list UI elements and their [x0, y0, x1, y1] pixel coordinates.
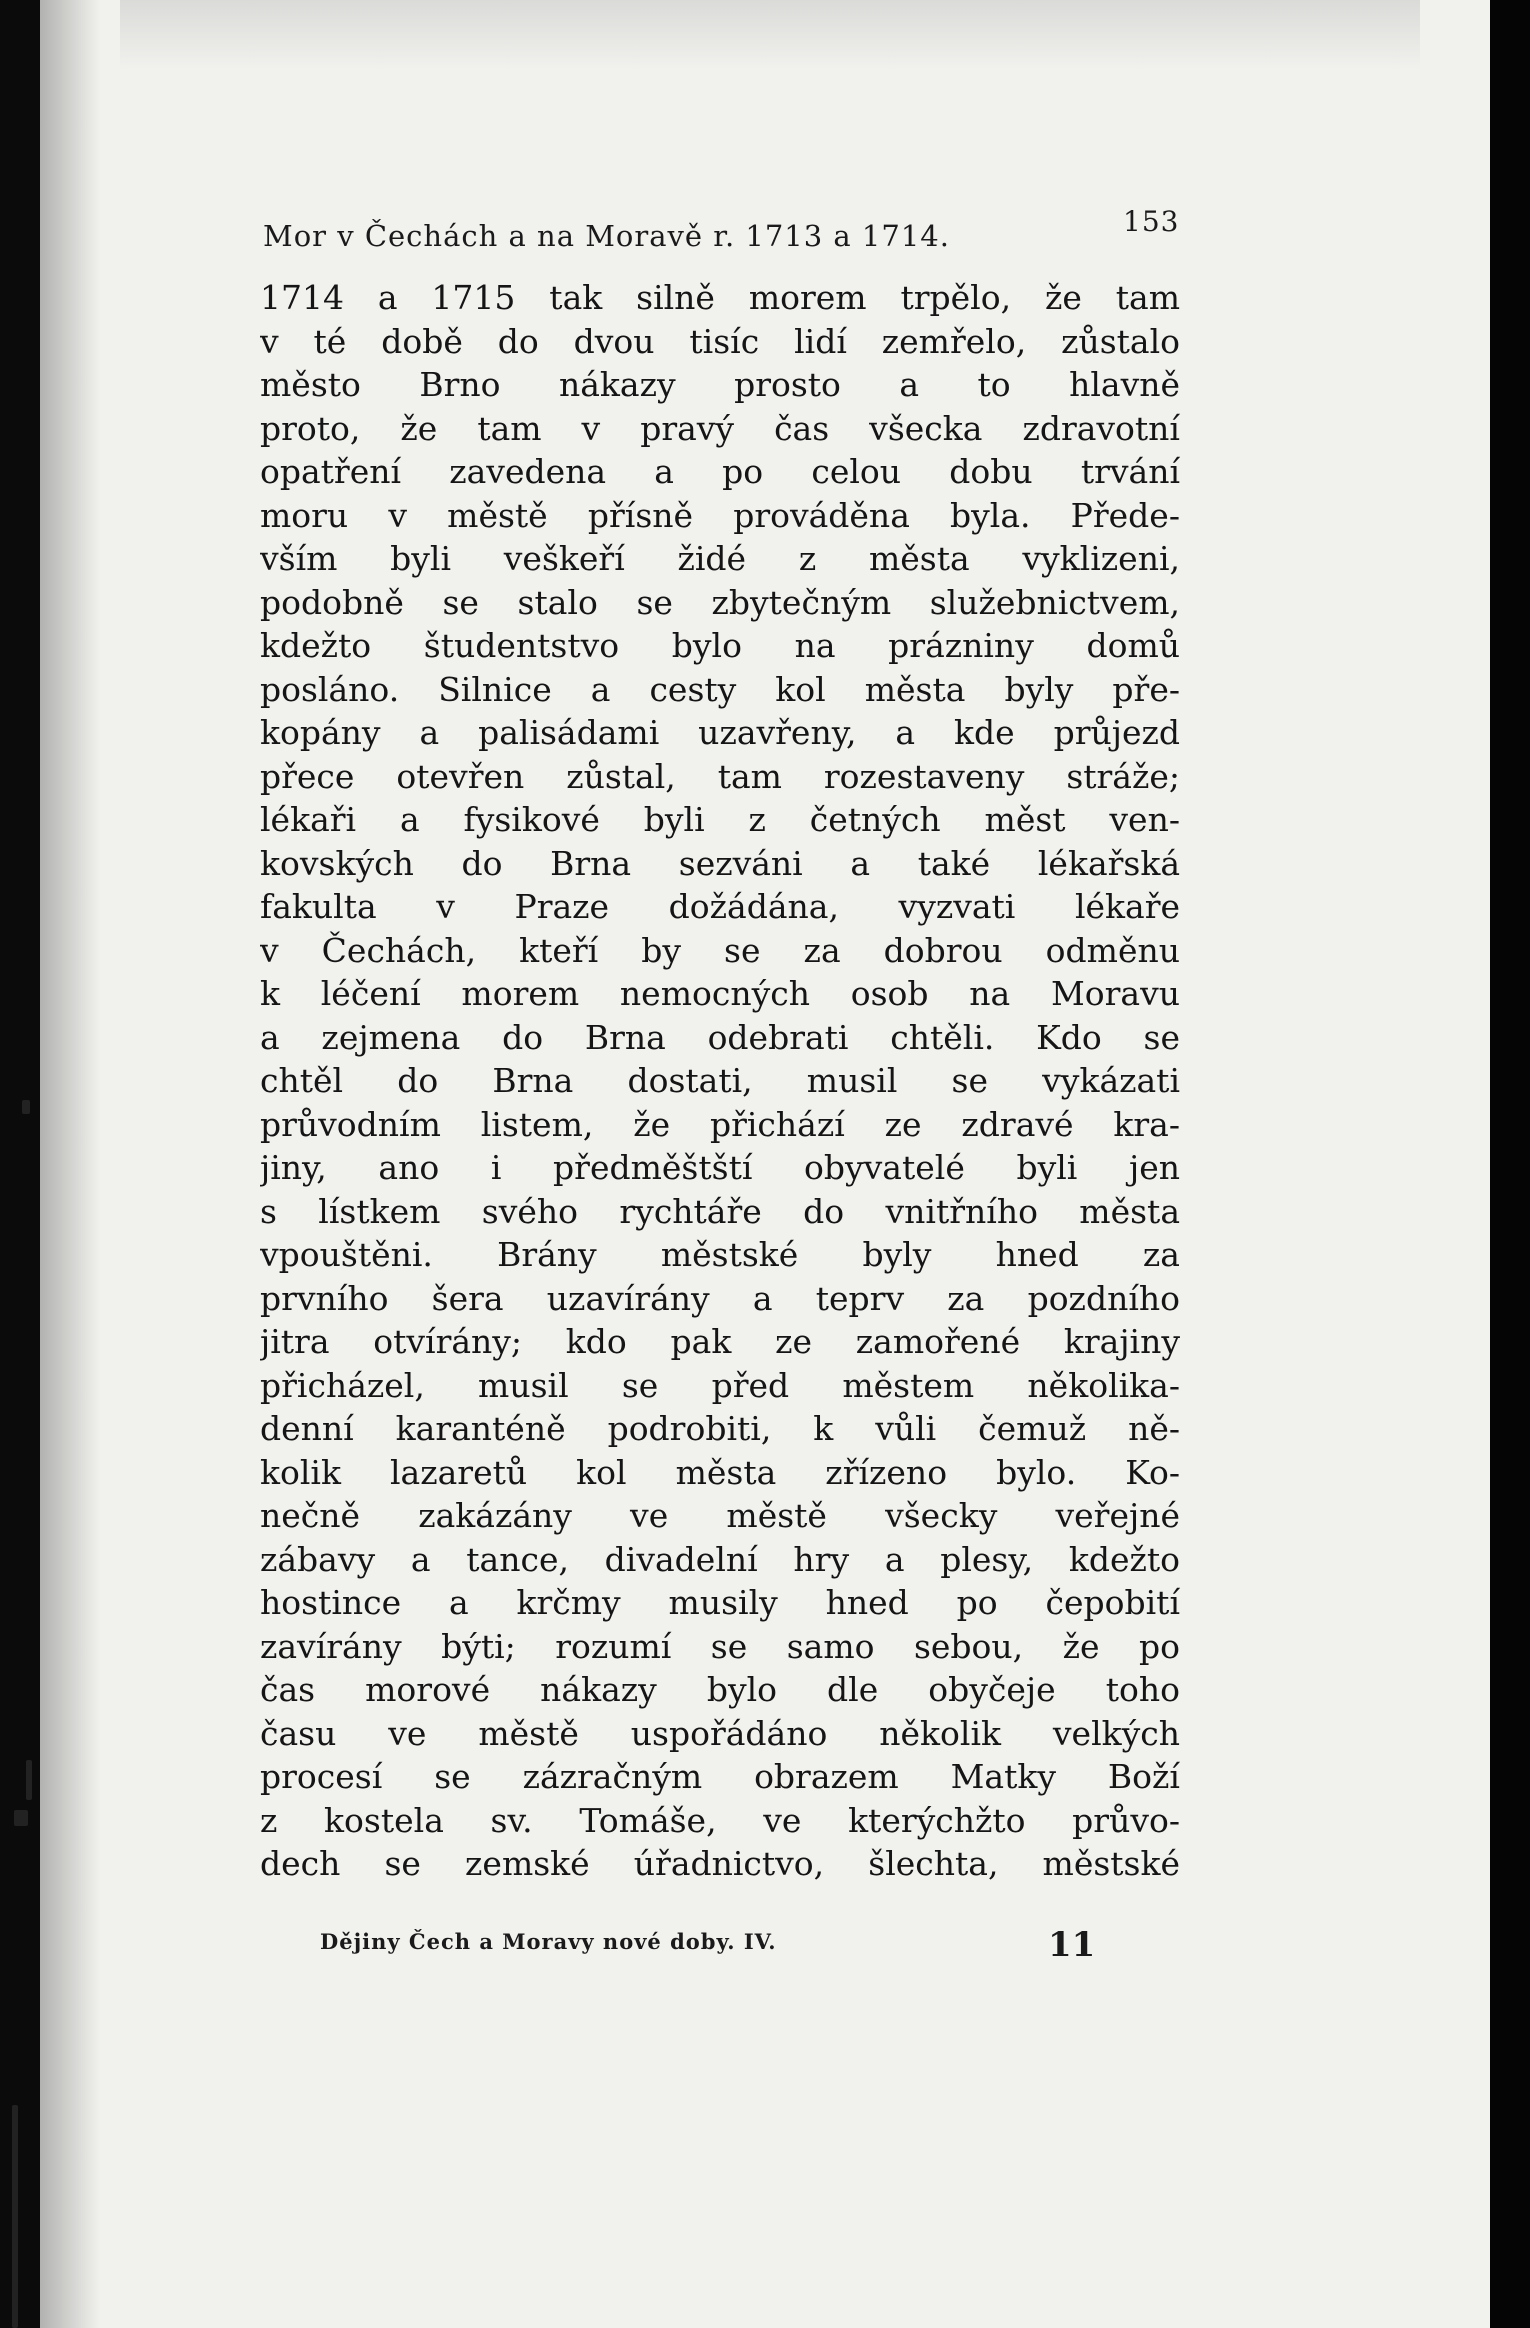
text-line: průvodním listem, že přichází ze zdravé kra- [260, 1104, 1180, 1144]
margin-speck [12, 2105, 18, 2328]
text-line: kovských do Brna sezváni a také lékařská [260, 843, 1180, 883]
text-line: čas morové nákazy bylo dle obyčeje toho [260, 1670, 1180, 1709]
left-page-shadow [40, 0, 100, 2328]
page-number: 153 [1123, 205, 1180, 238]
text-line: lékaři a fysikové byli z četných měst ven- [260, 800, 1180, 839]
printer-signature: Dějiny Čech a Moravy nové doby. IV. [320, 1929, 777, 1954]
text-line: denní karanténě podrobiti, k vůli čemuž ně- [260, 1409, 1180, 1448]
text-line: opatření zavedena a po celou dobu trvání [260, 452, 1180, 491]
margin-speck [22, 1100, 30, 1114]
text-line: 1714 a 1715 tak silně morem trpělo, že tam [260, 278, 1180, 317]
text-line: zavírány býti; rozumí se samo sebou, že po [260, 1626, 1180, 1666]
text-line: nečně zakázány ve městě všecky veřejné [260, 1496, 1180, 1535]
margin-speck [26, 1760, 32, 1800]
right-dark-edge [1490, 0, 1530, 2328]
text-line: kdežto študentstvo bylo na prázniny domů [260, 626, 1180, 665]
text-line: vpouštěni. Brány městské byly hned za [260, 1235, 1180, 1274]
text-line: z kostela sv. Tomáše, ve kterýchžto průvo- [260, 1800, 1180, 1840]
body-text [260, 276, 1180, 1886]
text-line: proto, že tam v pravý čas všecka zdravotní [260, 408, 1180, 448]
text-line: kopány a palisádami uzavřeny, a kde průjezd [260, 713, 1180, 752]
text-line: chtěl do Brna dostati, musil se vykázati [260, 1061, 1180, 1100]
text-line: zábavy a tance, divadelní hry a plesy, kdežto [260, 1539, 1180, 1579]
text-line: přece otevřen zůstal, tam rozestaveny stráže; [260, 756, 1180, 796]
text-line: přicházel, musil se před městem několika- [260, 1365, 1180, 1405]
text-line: prvního šera uzavírány a teprv za pozdního [260, 1278, 1180, 1318]
text-line: moru v městě přísně prováděna byla. Přede- [260, 495, 1180, 535]
text-line: jitra otvírány; kdo pak ze zamořené krajiny [260, 1322, 1180, 1361]
running-title: Mor v Čechách a na Moravě r. 1713 a 1714. [263, 219, 950, 253]
text-line: času ve městě uspořádáno několik velkých [260, 1713, 1180, 1753]
text-line: procesí se zázračným obrazem Matky Boží [260, 1757, 1180, 1796]
text-line: k léčení morem nemocných osob na Moravu [260, 974, 1180, 1013]
text-line: a zejmena do Brna odebrati chtěli. Kdo se [260, 1017, 1180, 1057]
top-edge-smudge [120, 0, 1420, 70]
text-line: město Brno nákazy prosto a to hlavně [260, 365, 1180, 404]
text-line: posláno. Silnice a cesty kol města byly pře- [260, 669, 1180, 709]
text-line: fakulta v Praze dožádána, vyzvati lékaře [260, 887, 1180, 926]
text-line: dech se zemské úřadnictvo, šlechta, městské [260, 1844, 1180, 1883]
signature-mark: 11 [1048, 1925, 1096, 1965]
text-line: vším byli veškeří židé z města vyklizeni, [260, 539, 1180, 578]
text-line: jiny, ano i předměštští obyvatelé byli jen [260, 1148, 1180, 1187]
text-line: hostince a krčmy musily hned po čepobití [260, 1583, 1180, 1622]
page-header [263, 205, 1213, 255]
page-footer [320, 1925, 1120, 1975]
text-line: kolik lazaretů kol města zřízeno bylo. Ko- [260, 1452, 1180, 1492]
text-line: podobně se stalo se zbytečným služebnictvem, [260, 582, 1180, 622]
text-line: v té době do dvou tisíc lidí zemřelo, zůstalo [260, 321, 1180, 361]
margin-speck [14, 1810, 28, 1826]
text-line: v Čechách, kteří by se za dobrou odměnu [260, 930, 1180, 970]
text-line: s lístkem svého rychtáře do vnitřního města [260, 1191, 1180, 1231]
